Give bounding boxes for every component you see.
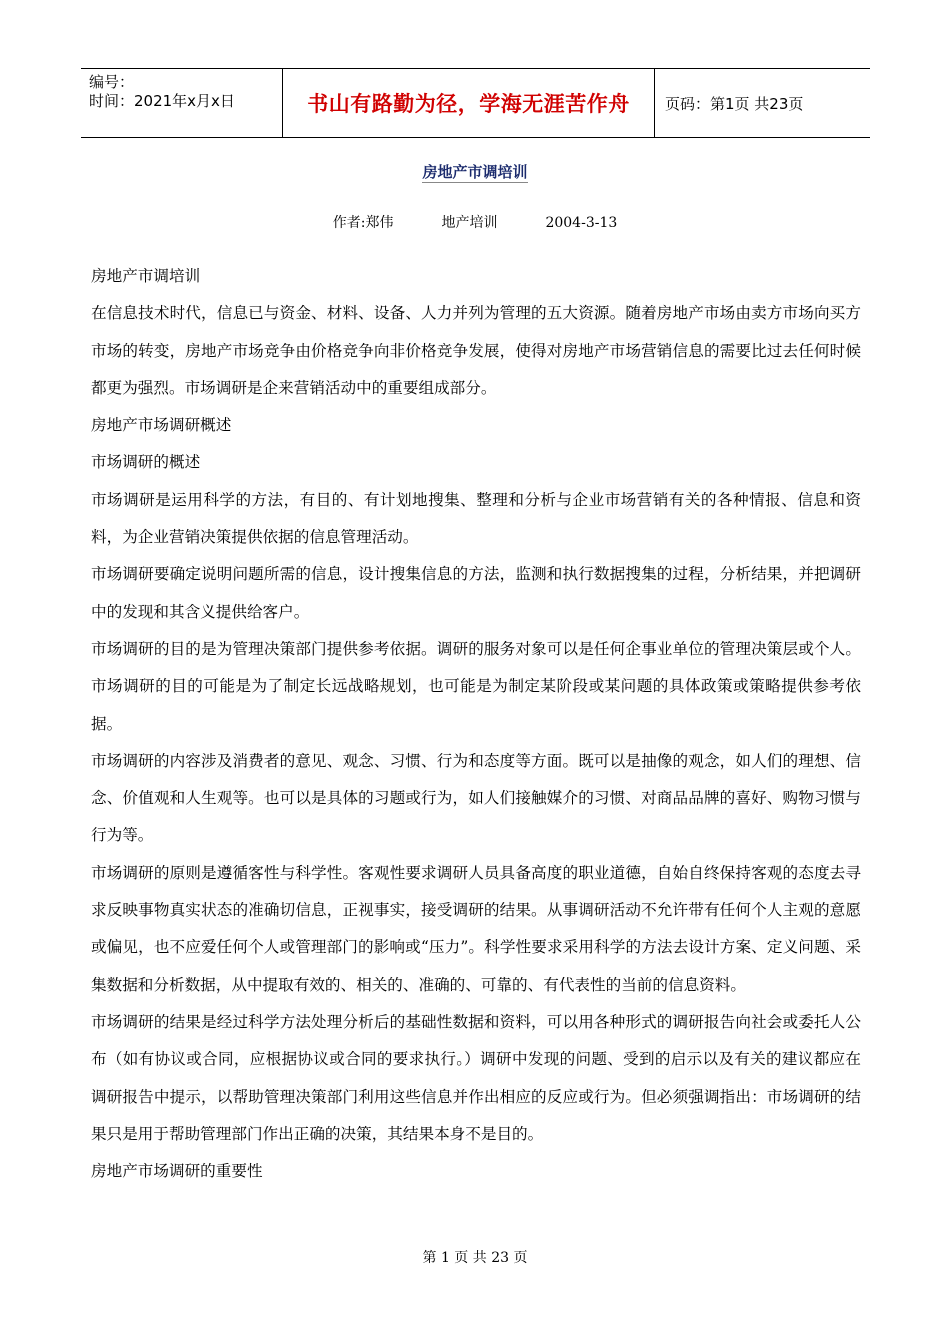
paragraph: 市场调研是运用科学的方法，有目的、有计划地搜集、整理和分析与企业市场营销有关的各种情报、信息和资料，为企业营销决策提供依据的信息管理活动。: [91, 490, 861, 547]
date-label: 时间：2021年x月x日: [89, 92, 235, 110]
paragraph: 在信息技术时代，信息已与资金、材料、设备、人力并列为管理的五大资源。随着房地产市场由卖方市场向买方市场的转变，房地产市场竞争由价格竞争向非价格竞争发展，使得对房地产市场营销信息的需要比过去任何时候都更为强烈。市场调研是企来营销活动中的重要组成部分。: [91, 304, 861, 397]
paragraph: 市场调研的原则是遵循客性与科学性。客观性要求调研人员具备高度的职业道德，自始自终保持客观的态度去寻求反映事物真实状态的准确切信息，正视事实，接受调研的结果。从事调研活动不允许带有任何个人主观的意愿或偏见，也不应爱任何个人或管理部门的影响或“压力”。科学性要求采用科学的方法去设计方案、定义问题、采集数据和分析数据，从中提取有效的、相关的、准确的、可靠的、有代表性的当前的信息资料。: [91, 863, 861, 994]
paragraph: 房地产市场调研的重要性: [91, 1162, 263, 1181]
header-motto-cell: [283, 69, 655, 137]
paragraph: 市场调研的概述: [91, 453, 201, 472]
motto: 书山有路勤为径，学海无涯苦作舟: [307, 92, 630, 116]
paragraph: 市场调研的内容涉及消费者的意见、观念、习惯、行为和态度等方面。既可以是抽像的观念，如人们的理想、信念、价值观和人生观等。也可以是具体的习题或行为，如人们接触媒介的习惯、对商品品牌的喜好、购物习惯与行为等。: [91, 751, 861, 845]
page-info: 页码：第1页 共23页: [665, 94, 804, 113]
publish-date: 2004-3-13: [545, 215, 618, 231]
author: 作者:郑伟: [332, 215, 394, 231]
paragraph: 房地产市场调研概述: [91, 416, 232, 435]
paragraph: 市场调研要确定说明问题所需的信息，设计搜集信息的方法，监测和执行数据搜集的过程，分析结果，并把调研中的发现和其含义提供给客户。: [91, 565, 861, 621]
category: 地产培训: [441, 215, 498, 231]
paragraph: 市场调研的结果是经过科学方法处理分析后的基础性数据和资料，可以用各种形式的调研报告向社会或委托人公布（如有协议或合同，应根据协议或合同的要求执行。）调研中发现的问题、受到的启示以及有关的建议都应在调研报告中提示，以帮助管理决策部门利用这些信息并作出相应的反应或行为。但必须强调指出：市场调研的结果只是用于帮助管理部门作出正确的决策，其结果本身不是目的。: [91, 1012, 861, 1143]
byline: [0, 212, 950, 232]
header-table: [81, 68, 870, 138]
document-title-row: [0, 161, 950, 182]
document-title[interactable]: 房地产市调培训: [422, 163, 528, 181]
paragraph: 市场调研的目的是为管理决策部门提供参考依据。调研的服务对象可以是任何企事业单位的管理决策层或个人。市场调研的目的可能是为了制定长远战略规划，也可能是为制定某阶段或某问题的具体政策或策略提供参考依据。: [91, 639, 861, 733]
header-page-cell: [655, 69, 870, 137]
page-footer: 第 1 页 共 23 页: [422, 1250, 528, 1266]
document-body: [91, 258, 861, 1190]
number-label: 编号：: [89, 73, 135, 91]
paragraph: 房地产市调培训: [91, 267, 201, 285]
header-left-cell: [81, 69, 283, 137]
